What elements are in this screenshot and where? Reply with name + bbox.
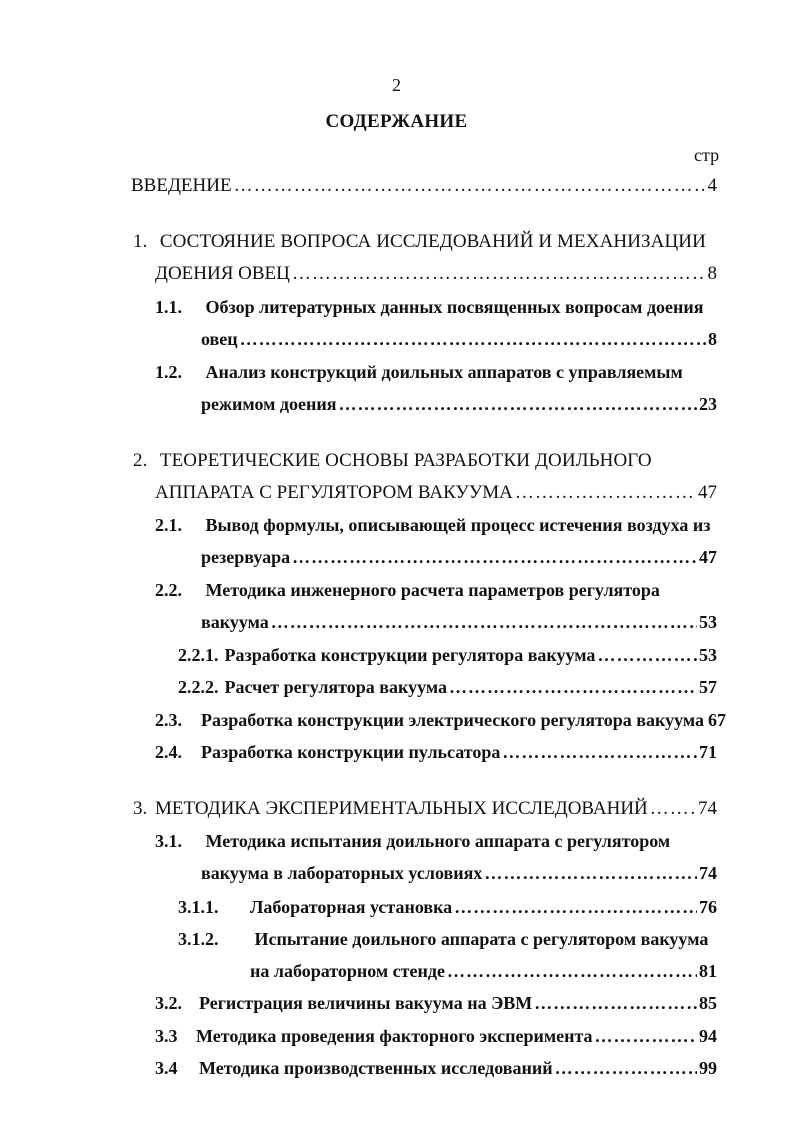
dot-leader — [502, 740, 697, 764]
toc-entry-number: 3.1.2. — [178, 929, 219, 949]
dot-leader — [595, 1024, 697, 1048]
toc-entry-text: Испытание доильного аппарата с регулятором вакуума — [254, 929, 709, 949]
toc-entry-number: 3.1.1. — [178, 897, 219, 917]
toc-entry-3-1-1[interactable] — [178, 895, 717, 919]
toc-entry-2-2-1[interactable] — [178, 643, 717, 667]
toc-entry-text: Лабораторная установка — [250, 897, 453, 917]
toc-entry-page: 94 — [699, 1026, 717, 1046]
toc-entry-3-2[interactable] — [155, 991, 717, 1015]
toc-entry-number: 2.2.1. — [178, 645, 219, 665]
toc-entry-page: 99 — [699, 1058, 717, 1078]
toc-entry-text: на лабораторном стенде — [250, 961, 445, 981]
dot-leader — [534, 991, 697, 1015]
toc-entry-page: 53 — [699, 612, 717, 632]
dot-leader — [515, 481, 696, 505]
toc-entry-page: 76 — [699, 897, 717, 917]
toc-entry-2-1-line1[interactable] — [155, 513, 711, 537]
toc-entry-text: Обзор литературных данных посвященных вопросам доения — [205, 297, 704, 317]
toc-entry-number: 1. — [133, 231, 148, 252]
toc-entry-page: 71 — [699, 742, 717, 762]
toc-entry-1-line1[interactable] — [133, 230, 706, 254]
toc-entry-number: 2.4. — [155, 742, 182, 762]
toc-entry-number: 2. — [133, 450, 148, 471]
toc-entry-text: Разработка конструкции регулятора вакуума — [224, 645, 596, 665]
toc-entry-page: 67 — [708, 710, 726, 730]
toc-entry-text: овец — [201, 329, 238, 349]
toc-entry-text: Методика инженерного расчета параметров регулятора — [205, 580, 660, 600]
toc-entry-number: 3.3 — [155, 1026, 178, 1046]
dot-leader — [338, 392, 697, 416]
toc-entry-text: Регистрация величины вакуума на ЭВМ — [199, 993, 533, 1013]
toc-entry-text: СОСТОЯНИЕ ВОПРОСА ИССЛЕДОВАНИЙ И МЕХАНИЗАЦИИ — [159, 231, 706, 252]
dot-leader — [234, 174, 706, 198]
dot-leader — [292, 262, 706, 286]
toc-entry-3[interactable] — [133, 797, 717, 821]
dot-leader — [555, 1056, 697, 1080]
toc-entry-2-2-line1[interactable] — [155, 578, 660, 602]
toc-entry-page: 47 — [699, 547, 717, 567]
toc-entry-page: 53 — [699, 645, 717, 665]
dot-leader — [292, 545, 697, 569]
toc-entry-number: 2.2.2. — [178, 677, 219, 697]
dot-leader — [447, 959, 697, 983]
toc-entry-2-3[interactable] — [155, 708, 726, 732]
toc-entry-1-line2[interactable] — [155, 262, 717, 286]
dot-leader — [597, 643, 697, 667]
toc-entry-page: 74 — [698, 798, 717, 819]
dot-leader — [449, 675, 697, 699]
toc-entry-text: ДОЕНИЯ ОВЕЦ — [155, 263, 290, 284]
toc-entry-number: 3.2. — [155, 993, 182, 1013]
toc-entry-page: 47 — [698, 482, 717, 503]
toc-entry-text: МЕТОДИКА ЭКСПЕРИМЕНТАЛЬНЫХ ИССЛЕДОВАНИЙ — [155, 798, 648, 819]
toc-entry-2-4[interactable] — [155, 740, 717, 764]
toc-entry-text: Разработка конструкции электрического регулятора вакуума — [201, 710, 704, 730]
toc-entry-text: режимом доения — [201, 394, 337, 414]
toc-entry-text: АППАРАТА С РЕГУЛЯТОРОМ ВАКУУМА — [155, 482, 513, 503]
toc-entry-2-2-2[interactable] — [178, 675, 717, 699]
page-number: 2 — [392, 75, 401, 95]
toc-entry-page: 4 — [707, 175, 717, 196]
toc-entry-text: Методика проведения факторного эксперимента — [196, 1026, 593, 1046]
toc-entry-text: Методика испытания доильного аппарата с регулятором — [205, 831, 671, 851]
toc-entry-1-1-line1[interactable] — [155, 295, 704, 319]
toc-entry-2-line1[interactable] — [133, 449, 652, 473]
toc-entry-text: резервуара — [201, 547, 291, 567]
toc-entry-intro[interactable] — [131, 174, 717, 198]
toc-entry-number: 2.1. — [155, 515, 182, 535]
toc-entry-text: Вывод формулы, описывающей процесс истечения воздуха из — [205, 515, 711, 535]
toc-entry-2-2-line2[interactable] — [201, 610, 717, 634]
toc-entry-text: Методика производственных исследований — [199, 1058, 553, 1078]
dot-leader — [240, 327, 706, 351]
toc-entry-3-1-line2[interactable] — [201, 861, 717, 885]
toc-entry-page: 23 — [699, 394, 717, 414]
toc-entry-text: Анализ конструкций доильных аппаратов с управляемым — [205, 362, 683, 382]
toc-entry-text: Расчет регулятора вакуума — [224, 677, 448, 697]
toc-entry-3-1-2-line2[interactable] — [250, 959, 717, 983]
toc-entry-2-1-line2[interactable] — [201, 545, 717, 569]
toc-entry-number: 2.2. — [155, 580, 182, 600]
toc-entry-text: ТЕОРЕТИЧЕСКИЕ ОСНОВЫ РАЗРАБОТКИ ДОИЛЬНОГО — [159, 450, 652, 471]
toc-entry-page: 8 — [707, 263, 717, 284]
toc-entry-1-2-line2[interactable] — [201, 392, 717, 416]
toc-entry-number: 3.4 — [155, 1058, 178, 1078]
toc-entry-number: 3.1. — [155, 831, 182, 851]
toc-entry-page: 74 — [699, 863, 717, 883]
toc-entry-3-1-line1[interactable] — [155, 829, 670, 853]
toc-entry-text: вакуума в лабораторных условиях — [201, 863, 483, 883]
toc-entry-page: 81 — [699, 961, 717, 981]
toc-entry-text: вакуума — [201, 612, 269, 632]
toc-entry-3-4[interactable] — [155, 1056, 717, 1080]
toc-entry-number: 1.1. — [155, 297, 182, 317]
dot-leader — [454, 895, 697, 919]
toc-entry-text: Разработка конструкции пульсатора — [201, 742, 501, 762]
toc-entry-2-line2[interactable] — [155, 481, 717, 505]
dot-leader — [484, 861, 697, 885]
toc-entry-page: 57 — [699, 677, 717, 697]
toc-entry-1-2-line1[interactable] — [155, 360, 683, 384]
toc-entry-page: 8 — [708, 329, 717, 349]
toc-entry-number: 3. — [133, 798, 148, 819]
toc-entry-number: 2.3. — [155, 710, 182, 730]
page-title: СОДЕРЖАНИЕ — [325, 111, 468, 132]
toc-entry-page: 85 — [699, 993, 717, 1013]
page-column-label: стр — [694, 145, 720, 165]
toc-entry-1-1-line2[interactable] — [201, 327, 717, 351]
toc-entry-3-1-2-line1[interactable] — [178, 927, 708, 951]
dot-leader — [650, 797, 696, 821]
dot-leader — [271, 610, 697, 634]
toc-entry-text: ВВЕДЕНИЕ — [131, 175, 232, 196]
toc-entry-number: 1.2. — [155, 362, 182, 382]
toc-entry-3-3[interactable] — [155, 1024, 717, 1048]
